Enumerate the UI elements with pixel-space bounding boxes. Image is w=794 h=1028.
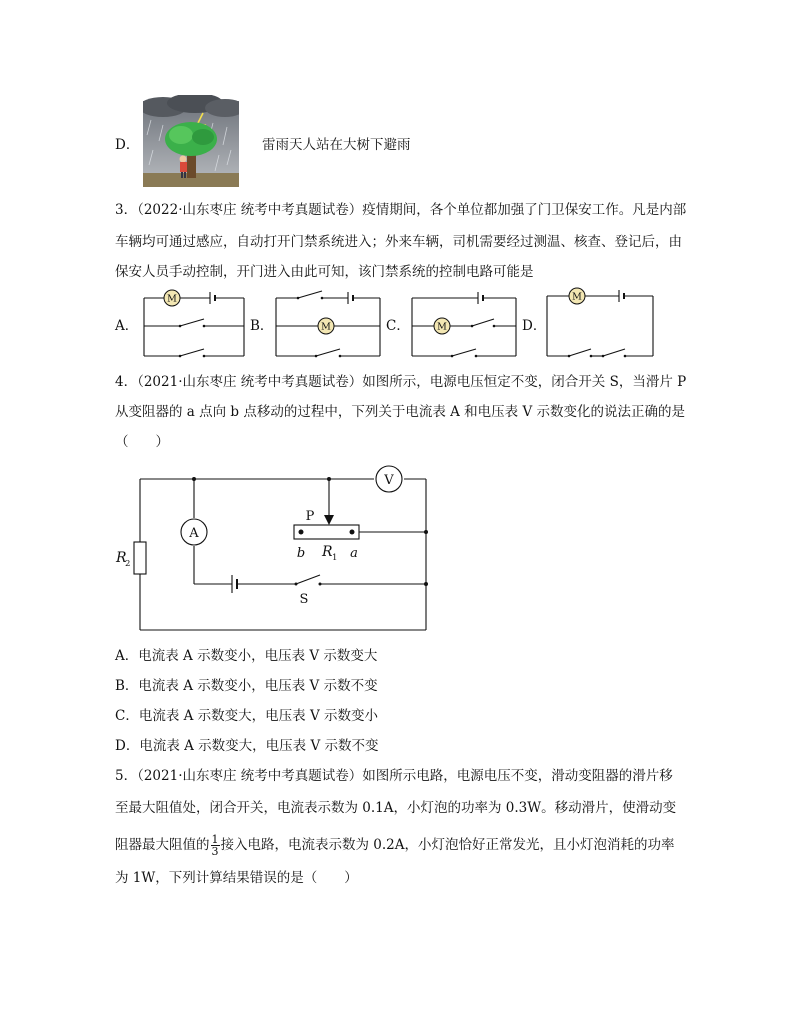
q3-line-1: 3．（2022·山东枣庄 统考中考真题试卷）疫情期间，各个单位都加强了门卫保安工作。凡是内部 [115, 202, 687, 218]
one-third-fraction [211, 834, 220, 857]
q4-line-3: （ ） [115, 434, 169, 450]
q3-circuit-a [140, 288, 248, 360]
q2-option-d-letter: D． [115, 137, 140, 153]
q3-option-d-label: D． [522, 318, 547, 334]
q4-option-d: D．电流表 A 示数变大，电压表 V 示数不变 [115, 738, 379, 754]
q5-line-3-suffix: 接入电路，电流表示数为 0.2A，小灯泡恰好正常发光，且小灯泡消耗的功率 [220, 837, 675, 853]
r1-subscript: 1 [332, 553, 338, 563]
q3-option-a-label: A． [115, 318, 139, 334]
slider-p-label: P [305, 509, 315, 524]
q2-option-d-text: 雷雨天人站在大树下避雨 [262, 137, 411, 153]
q3-circuit-d [543, 286, 657, 360]
q5-line-4: 为 1W，下列计算结果错误的是（ ） [115, 870, 358, 886]
motor-label: M [321, 321, 331, 333]
q4-line-2: 从变阻器的 a 点向 b 点移动的过程中，下列关于电流表 A 和电压表 V 示数变化的说法正确的是 [115, 404, 686, 420]
q5-line-2: 至最大阻值处，闭合开关，电流表示数为 0.1A，小灯泡的功率为 0.3W。移动滑片，使滑动变 [115, 800, 677, 816]
motor-label: M [437, 321, 447, 333]
voltmeter-label: V [384, 473, 394, 488]
q3-option-c-label: C． [386, 318, 410, 334]
q5-line-3-prefix: 阻器最大阻值的 [115, 837, 210, 853]
q3-line-2: 车辆均可通过感应，自动打开门禁系统进入；外来车辆，司机需要经过测温、核查、登记后，由 [115, 234, 682, 250]
r2-subscript: 2 [125, 559, 131, 569]
q3-circuit-b [272, 288, 384, 360]
q3-option-b-label: B． [250, 318, 274, 334]
motor-label: M [572, 291, 582, 303]
q3-line-3: 保安人员手动控制，开门进入由此可知，该门禁系统的控制电路可能是 [115, 264, 534, 280]
q4-option-c: C．电流表 A 示数变大，电压表 V 示数变小 [115, 708, 378, 724]
fraction-numerator: 1 [211, 833, 219, 846]
motor-label: M [167, 293, 177, 305]
q4-option-a: A．电流表 A 示数变小，电压表 V 示数变大 [115, 648, 378, 664]
end-a-label: a [350, 546, 358, 561]
q4-line-1: 4．（2021·山东枣庄 统考中考真题试卷）如图所示，电源电压恒定不变，闭合开关 S，当滑片 P [115, 374, 687, 390]
q5-line-1: 5．（2021·山东枣庄 统考中考真题试卷）如图所示电路，电源电压不变，滑动变阻器的滑片移 [115, 768, 673, 784]
r1-label: R [322, 544, 333, 560]
q4-circuit-diagram [110, 462, 440, 634]
ammeter-label: A [189, 526, 199, 541]
q4-option-b: B．电流表 A 示数变小，电压表 V 示数不变 [115, 678, 378, 694]
q5-line-3 [115, 834, 675, 857]
end-b-label: b [296, 546, 306, 561]
q3-circuit-c [408, 288, 520, 360]
thunderstorm-tree-picture [143, 95, 239, 187]
r2-label: R [116, 550, 127, 566]
switch-s-label: S [299, 592, 309, 607]
fraction-denominator: 3 [211, 845, 219, 858]
